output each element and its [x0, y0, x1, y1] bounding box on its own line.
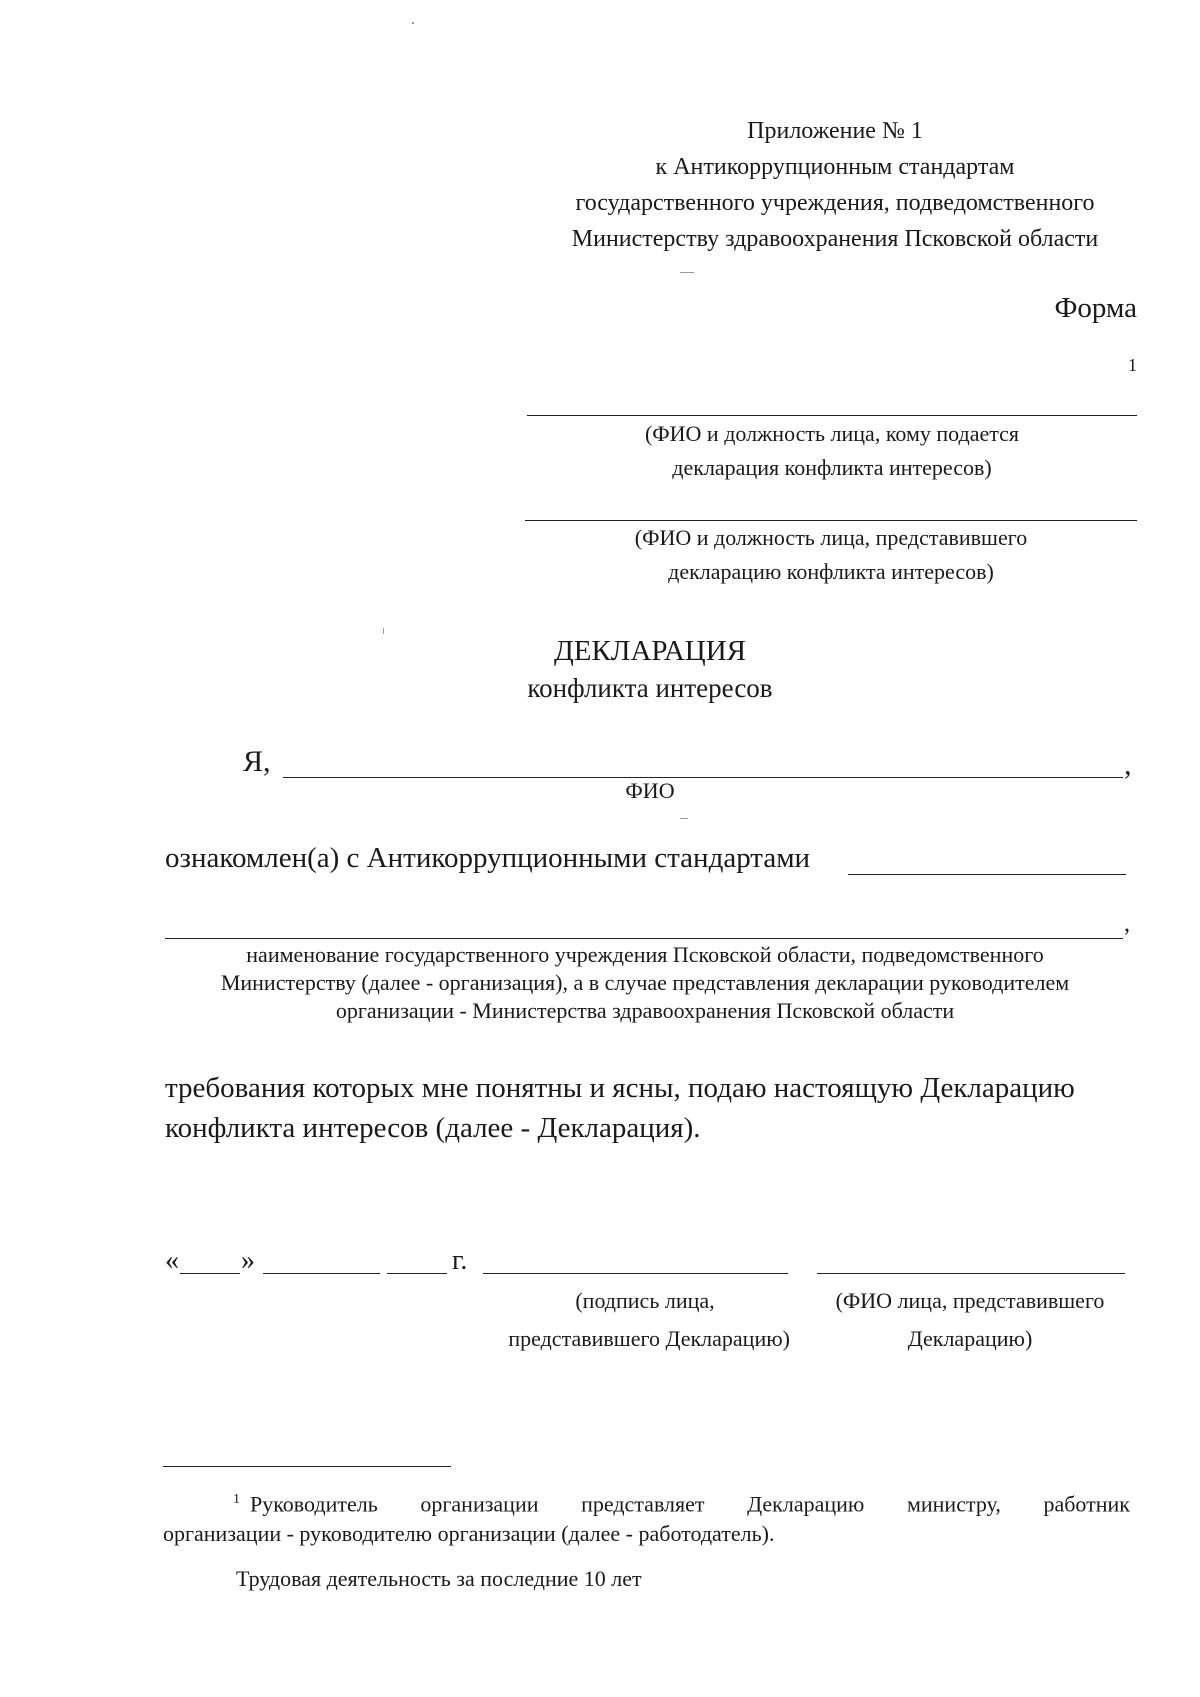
date-quote-open: « — [165, 1245, 179, 1276]
appendix-block — [545, 113, 1125, 257]
date-year-suffix: г. — [452, 1245, 468, 1276]
declarant-fio-caption-line-1: (ФИО лица, представившего — [835, 1288, 1105, 1313]
date-quote-close: » — [241, 1245, 255, 1276]
organization-caption-line-3: организации - Министерства здравоохранения Псковской области — [335, 998, 955, 1023]
signature-line — [483, 1273, 788, 1274]
scan-speck — [680, 818, 688, 819]
form-label: Форма — [1054, 292, 1137, 324]
declarant-caption — [525, 521, 1137, 589]
footnote-marker-top: 1 — [1128, 355, 1137, 375]
organization-line-comma: , — [1124, 911, 1130, 937]
signature-caption-line-1: (подпись лица, — [575, 1288, 715, 1313]
footnote-line-1 — [163, 1485, 1130, 1519]
appendix-line-1: Приложение № 1 — [747, 118, 923, 144]
appendix-line-2: к Антикоррупционным стандартам — [655, 154, 1015, 180]
appendix-line-3: государственного учреждения, подведомственного — [575, 190, 1095, 216]
footnote-separator — [163, 1466, 451, 1467]
standards-line — [848, 874, 1126, 875]
document-title: ДЕКЛАРАЦИЯ — [553, 635, 747, 667]
acquainted-text: ознакомлен(а) с Антикоррупционными стандартами — [165, 842, 811, 874]
i-prefix: Я, — [243, 745, 271, 778]
appendix-line-4: Министерству здравоохранения Псковской области — [571, 226, 1099, 252]
scan-speck — [680, 272, 694, 273]
recipient-caption — [527, 417, 1137, 485]
recipient-caption-line-2: декларация конфликта интересов) — [672, 455, 992, 480]
organization-caption-line-2: Министерству (далее - организация), а в случае представления декларации руководителем — [220, 970, 1070, 995]
footnote — [163, 1485, 1130, 1549]
requirements-line-1: требования которых мне понятны и ясны, подаю настоящую Декларацию — [165, 1072, 1075, 1104]
declarant-caption-line-1: (ФИО и должность лица, представившего — [634, 525, 1028, 550]
signature-caption-line-2: представившего Декларацию) — [508, 1326, 790, 1351]
footnote-text-line-2: организации - руководителю организации (далее - работодатель). — [163, 1521, 775, 1547]
date-day-line — [180, 1273, 240, 1274]
footnote-marker: 1 — [233, 1492, 240, 1507]
scan-speck — [412, 22, 414, 24]
document-subtitle: конфликта интересов — [527, 673, 773, 703]
organization-caption — [145, 941, 1145, 1025]
date-month-line — [263, 1273, 380, 1274]
declarant-caption-line-2: декларацию конфликта интересов) — [668, 559, 994, 584]
fio-line-comma: , — [1124, 748, 1132, 781]
recipient-caption-line-1: (ФИО и должность лица, кому подается — [644, 421, 1020, 446]
requirements-line-2: конфликта интересов (далее - Декларация). — [165, 1112, 701, 1144]
fio-caption: ФИО — [625, 778, 675, 803]
requirements-paragraph — [165, 1068, 1145, 1148]
date-year-line — [387, 1273, 447, 1274]
declarant-fio-caption-line-2: Декларацию) — [907, 1326, 1033, 1351]
scan-speck — [383, 628, 384, 634]
organization-caption-line-1: наименование государственного учреждения Псковской области, подведомственного — [246, 942, 1044, 967]
declarant-fio-caption — [810, 1282, 1130, 1358]
organization-line — [165, 938, 1123, 939]
footnote-text-line-1: Руководитель организации представляет Декларацию министру, работник — [250, 1491, 1130, 1517]
declarant-fio-line — [817, 1273, 1125, 1274]
signature-caption — [440, 1282, 790, 1358]
work-history-heading: Трудовая деятельность за последние 10 лет — [236, 1566, 642, 1591]
recipient-line — [527, 415, 1137, 416]
